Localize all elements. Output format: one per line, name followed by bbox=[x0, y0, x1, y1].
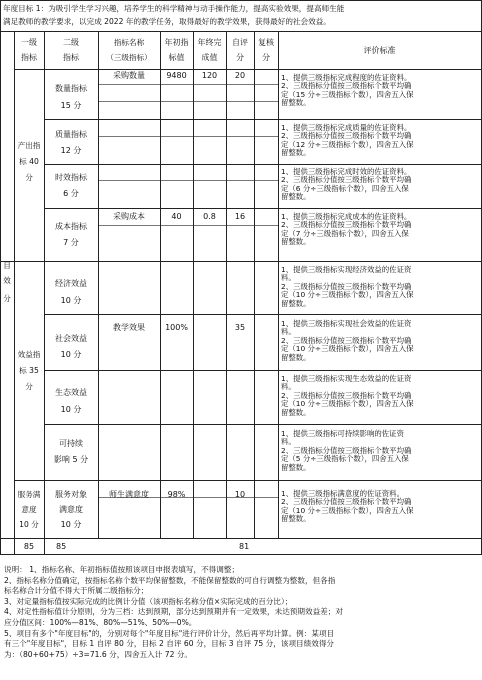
standard-economic: 1、提供三级指标实现经济效益的佐证资 料。 2、三级指标分值按三级指标个数平均确 定（10 分÷三级指标个数），四舍五入保 留整数。 bbox=[281, 265, 414, 308]
level2-sustainable: 可持续 影响 5 分 bbox=[53, 439, 89, 464]
purchase-qty-self: 20 bbox=[234, 71, 246, 80]
standard-cost: 1、提供三级指标完成成本的佐证资料。 2、三级指标分值按三级指标个数平均确 定（7 分÷三级指标个数），四舍五入保 留整数。 bbox=[281, 212, 412, 247]
teaching-effect-plan: 100% bbox=[165, 323, 188, 332]
purchase-cost-actual: 0.8 bbox=[203, 212, 216, 221]
level2-service: 服务对象 满意度 10 分 bbox=[55, 490, 87, 529]
purchase-qty-actual: 120 bbox=[201, 71, 218, 80]
purchase-qty-name: 采购数量 bbox=[113, 71, 145, 80]
satisfaction-plan: 98% bbox=[167, 490, 186, 499]
level2-cost: 成本指标 7 分 bbox=[55, 222, 87, 247]
level2-economic: 经济效益 10 分 bbox=[55, 279, 87, 305]
total-level1: 85 bbox=[23, 542, 35, 551]
outer-label-2: 分 bbox=[3, 294, 11, 303]
header-level1: 一级 指标 bbox=[21, 38, 37, 62]
purchase-cost-name: 采购成本 bbox=[113, 212, 145, 221]
header-indicator-name: 指标名称 （三级指标） bbox=[106, 38, 152, 62]
total-self-score: 81 bbox=[239, 542, 250, 551]
level2-ecological: 生态效益 10 分 bbox=[55, 388, 87, 414]
note-line: 4、对定性指标值计分原则，分为三档：达到预期，部分达到预期并有一定效果，未达预期效益差；对 bbox=[4, 607, 343, 617]
level2-timeliness: 时效指标 6 分 bbox=[55, 173, 87, 198]
note-line: 5、项目有多个"年度目标"的，分别对每个"年度目标"进行评价计分，然后再平均计算。例：某项目 bbox=[4, 628, 335, 638]
goal-line-2: 满足教师的教学要求，以完成 2022 年的教学任务，取得最好的教学效果，获得最好的社会效益。 bbox=[3, 17, 331, 26]
level2-quality: 质量指标 12 分 bbox=[55, 130, 87, 155]
note-line: 2、指标名称分值确定，按指标名称个数平均保留整数，不能保留整数的可自行调整为整数，但各指 bbox=[4, 575, 336, 585]
teaching-effect-name: 教学效果 bbox=[113, 323, 145, 332]
purchase-cost-self: 16 bbox=[234, 212, 246, 221]
header-level2: 二级 指标 bbox=[63, 38, 79, 62]
outer-label-1: 目 效 bbox=[3, 261, 11, 285]
teaching-effect-self: 35 bbox=[234, 323, 246, 332]
standard-quality: 1、提供三级指标完成质量的佐证资料。 2、三级指标分值按三级指标个数平均确 定（12 分÷三级指标个数），四舍五入保 留整数。 bbox=[281, 123, 414, 158]
standard-social: 1、提供三级指标实现社会效益的佐证资 料。 2、三级指标分值按三级指标个数平均确 定（10 分÷三级指标个数），四舍五入保 留整数。 bbox=[281, 319, 414, 362]
standard-sustainable: 1、提供三级指标可持续影响的佐证资 料。 2、三级指标分值按三级指标个数平均确 定（5 分÷三级指标个数），四舍五入保 留整数。 bbox=[281, 429, 412, 472]
purchase-qty-plan: 9480 bbox=[166, 71, 187, 80]
level1-satisfaction: 服务满 意度 10 分 bbox=[17, 490, 41, 529]
header-standard: 评价标准 bbox=[363, 46, 396, 55]
level1-benefit: 效益指 标 35 分 bbox=[17, 350, 41, 391]
note-line: 说明： 1、指标名称、年初指标值按照该项目申报表填写，不得调整； bbox=[4, 565, 240, 574]
header-plan-value: 年初指 标值 bbox=[164, 38, 189, 62]
satisfaction-self: 10 bbox=[234, 490, 246, 499]
standard-timeliness: 1、提供三级指标完成时效的佐证资料。 2、三级指标分值按三级指标个数平均确 定（6 分÷三级指标个数），四舍五入保 留整数。 bbox=[281, 167, 412, 202]
purchase-cost-plan: 40 bbox=[171, 212, 182, 221]
satisfaction-name: 师生满意度 bbox=[109, 490, 149, 499]
goal-line-1: 年度目标 1：为吸引学生学习兴趣，培养学生的科学精神与动手操作能力，提高实验效果，提高师生能 bbox=[3, 4, 345, 13]
note-line: 为：（80+60+75）÷3=71.6 分，四舍五入计 72 分。 bbox=[4, 649, 192, 659]
note-line: 有三个"年度目标"，目标 1 自评 80 分，目标 2 自评 60 分，目标 3 自评 75 分，该项目绩效得分 bbox=[4, 639, 335, 649]
note-line: 3、对定量指标值按实际完成的比例计分值（该项指标名称分值×实际完成的百分比）； bbox=[4, 596, 293, 606]
header-review-score: 复核 分 bbox=[258, 38, 274, 62]
standard-service: 1、提供三级指标满意度的佐证资料。 2、三级指标分值按三级指标个数平均确 定（10 分÷三级指标个数），四舍五入保 留整数。 bbox=[281, 489, 414, 524]
header-actual-value: 年终完 成值 bbox=[197, 38, 222, 62]
total-level2: 85 bbox=[56, 542, 67, 551]
note-line: 标名称合计分值不得大于所属二级指标分； bbox=[4, 586, 149, 596]
level2-quantity: 数量指标 15 分 bbox=[55, 84, 87, 110]
level2-social: 社会效益 10 分 bbox=[55, 334, 87, 359]
standard-quantity: 1、提供三级指标完成程度的佐证资料。 2、三级指标分值按三级指标个数平均确 定（15 分÷三级指标个数），四舍五入保 留整数。 bbox=[281, 73, 414, 108]
level1-output: 产出指 标 40 分 bbox=[17, 141, 41, 182]
notes-section bbox=[4, 565, 343, 660]
header-self-score: 自评 分 bbox=[232, 38, 248, 62]
note-line: 应分值区间：100%—81%、80%—51%、50%—0%。 bbox=[4, 617, 197, 627]
standard-ecological: 1、提供三级指标实现生态效益的佐证资 料。 2、三级指标分值按三级指标个数平均确 定（10 分÷三级指标个数），四舍五入保 留整数。 bbox=[281, 374, 414, 417]
